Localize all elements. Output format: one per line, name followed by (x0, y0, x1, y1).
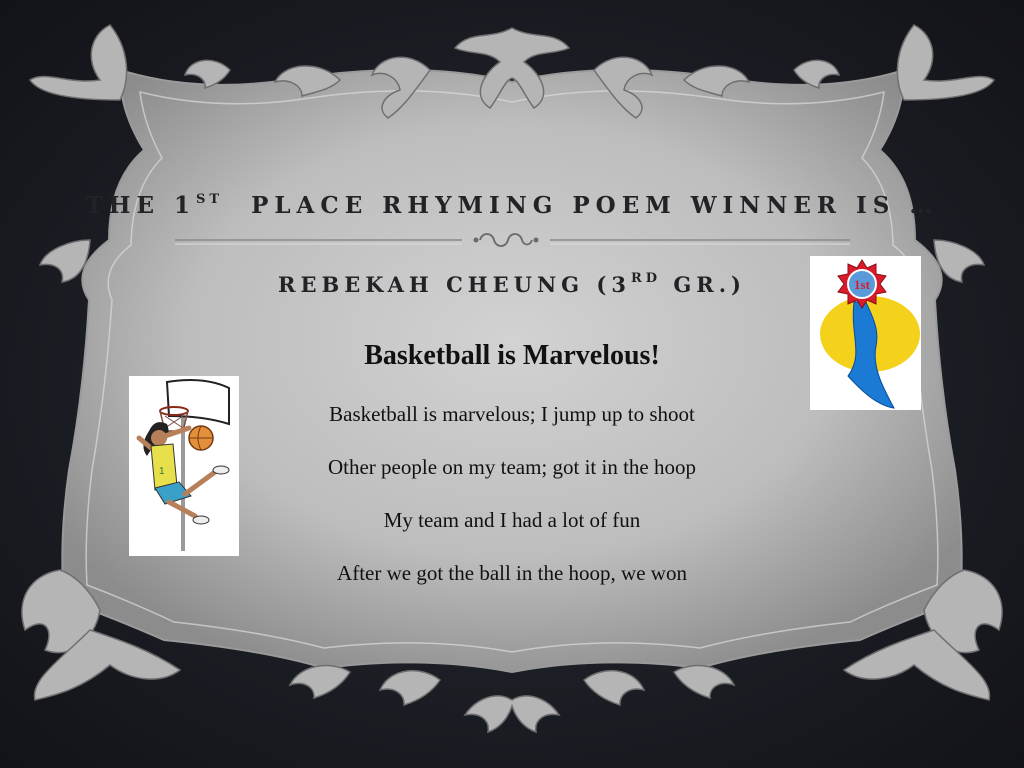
slide-title-prefix: THE 1 (85, 192, 196, 219)
slide-title-suffix: PLACE RHYMING POEM WINNER IS … (223, 192, 939, 219)
ribbon-label: 1st (854, 277, 870, 292)
first-place-ribbon-image (810, 256, 921, 410)
winner-name-sup: RD (630, 271, 662, 286)
poem-line-4: After we got the ball in the hoop, we won (337, 561, 687, 585)
slide-title (60, 192, 964, 219)
basketball-player-image (129, 376, 239, 556)
svg-text:1: 1 (159, 466, 165, 477)
poem-line-3: My team and I had a lot of fun (383, 508, 641, 532)
winner-name-prefix: REBEKAH CHEUNG (3 (278, 272, 631, 297)
poem-line-1: Basketball is marvelous; I jump up to shoot (329, 402, 695, 426)
slide-title-sup: ST (196, 192, 224, 207)
poem-title: Basketball is Marvelous! (364, 340, 660, 371)
winner-name-suffix: GR.) (661, 272, 746, 297)
poem-line-2: Other people on my team; got it in the hoop (327, 455, 696, 479)
